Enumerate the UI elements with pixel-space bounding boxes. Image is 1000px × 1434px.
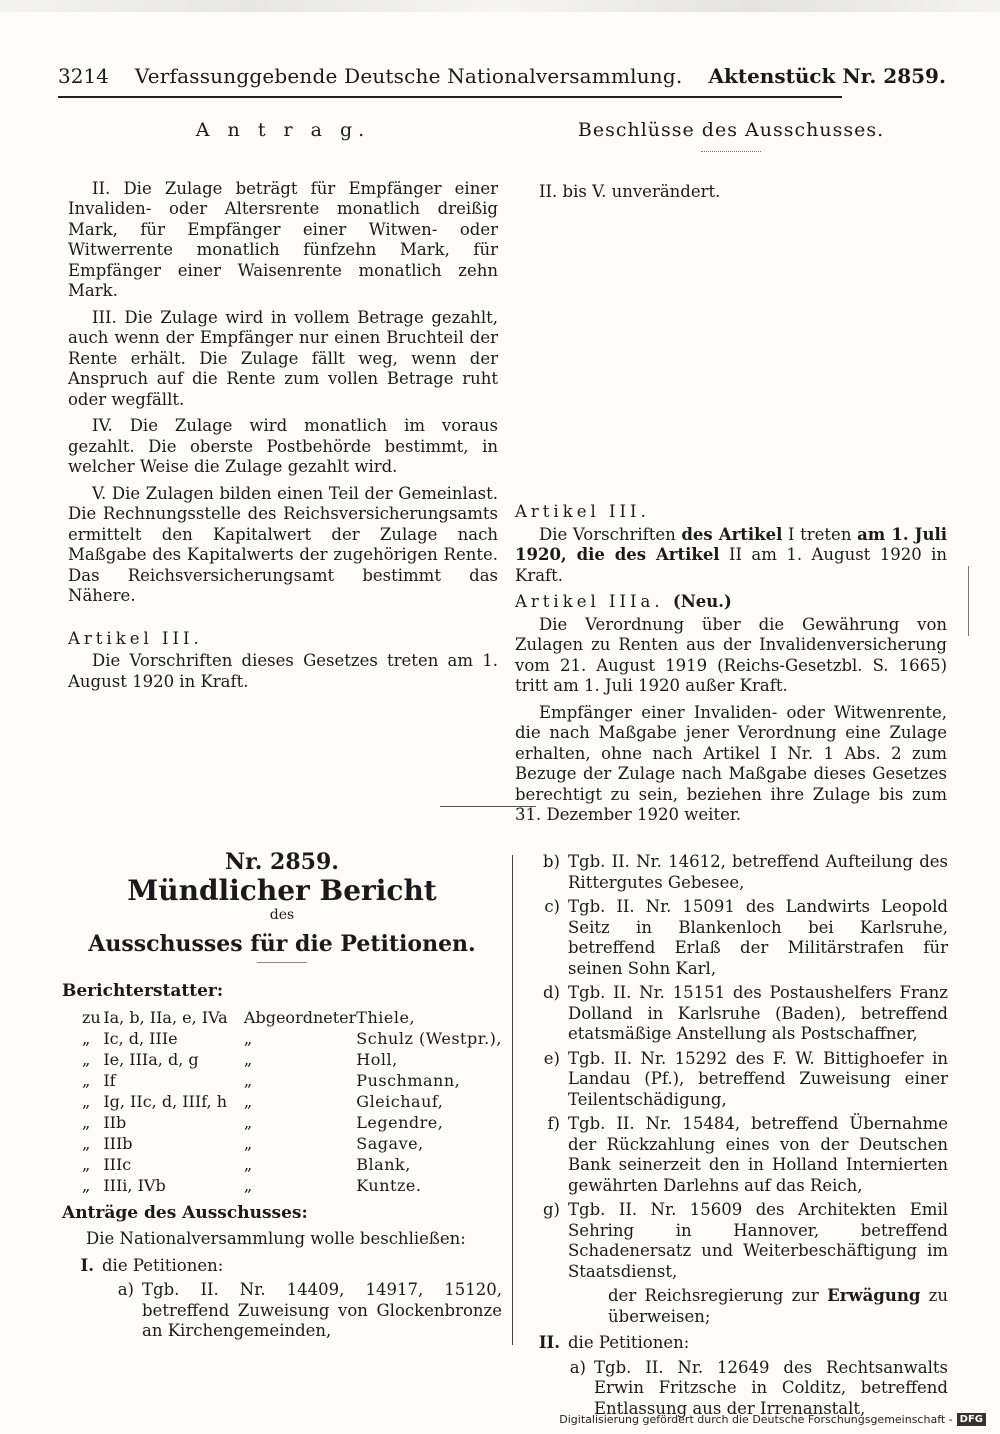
ber-cell-q: zu <box>82 1007 101 1027</box>
petition-item-label: b) <box>543 852 560 871</box>
art3a-label: Artikel IIIa. <box>515 592 664 611</box>
art3a-para-2: Empfänger einer Invaliden- oder Witwenrente, die nach Maßgabe jener Verordnung eine Zulage erhalten, ohne nach Artikel I Nr. 1 Abs. 2 zum Bezuge der Zulage nach Maßgabe dieses Gesetzes berechtigt zu sein, beziehen ihre Zulage bis zum 31. Dezember 1920 weiter. <box>515 702 947 824</box>
ber-cell-ab: „ <box>243 1028 253 1048</box>
ber-cell-name: Sagave, <box>356 1133 424 1153</box>
ber-cell-q: „ <box>82 1049 91 1069</box>
petition-a-label: a) <box>117 1280 134 1299</box>
petition-ii-a-text: Tgb. II. Nr. 12649 des Rechtsanwalts Erwin Fritzsche in Colditz, betreffend Entlassung aus der Irrenanstalt, <box>594 1357 948 1418</box>
ber-cell-key: If <box>103 1070 116 1090</box>
petition-item-label: e) <box>543 1048 560 1068</box>
petition-item <box>528 1114 948 1196</box>
ber-cell-key: Ic, d, IIIe <box>103 1028 178 1048</box>
art3-part-a: Die Vorschriften <box>539 524 676 544</box>
antrag-para-3: III. Die Zulage wird in vollem Betrage gezahlt, auch wenn der Empfänger nur einen Bruchteil der Rente erhält. Die Zulage fällt weg, wenn der Anspruch auf die Rente zum vollen Betrage ruht oder wegfällt. <box>68 307 498 409</box>
berichterstatter-table <box>82 1008 502 1197</box>
petition-item-text: Tgb. II. Nr. 15151 des Postaushelfers Franz Dolland in Karlsruhe (Baden), betreffend etatsmäßige Anstellung als Postschaffner, <box>568 983 948 1043</box>
ber-cell-name: Thiele, <box>356 1007 416 1027</box>
ber-cell-key: Ig, IIc, d, IIIf, h <box>103 1091 228 1111</box>
berichterstatter-row <box>82 1134 502 1155</box>
ber-cell-ab: Abgeordneter <box>243 1007 357 1027</box>
petition-ii-a-label: a) <box>569 1357 586 1377</box>
bericht-des: des <box>269 907 295 923</box>
petition-item <box>528 983 948 1045</box>
petition-item <box>528 897 948 979</box>
group-ii-label: II. <box>538 1333 560 1352</box>
ber-cell-q: „ <box>82 1175 91 1195</box>
group-i-text: die Petitionen: <box>102 1255 224 1275</box>
antrag-para-2: II. Die Zulage beträgt für Empfänger einer Invaliden- oder Altersrente monatlich dreißig Mark, für Empfänger einer Witwen- oder Witwerrente monatlich fünfzehn Mark, für Empfänger einer Waisenrente monatlich zehn Mark. <box>68 178 498 300</box>
art3a-neu: (Neu.) <box>672 592 732 611</box>
footer <box>559 1413 986 1426</box>
subtitle-rule <box>257 962 307 963</box>
ber-cell-key: IIIc <box>103 1154 132 1174</box>
art3a-para-1: Die Verordnung über die Gewährung von Zulagen zu Renten aus der Invalidenversicherung vom 21. August 1919 (Reichs-Gesetzbl. S. 1665) tritt am 1. Juli 1920 außer Kraft. <box>515 614 947 695</box>
petition-item-label: f) <box>547 1114 560 1133</box>
unchanged-note: II. bis V. unverändert. <box>539 181 721 201</box>
bericht-title: Mündlicher Bericht <box>127 873 437 907</box>
ber-cell-key: IIb <box>103 1112 127 1132</box>
art3-part-b: des Artikel <box>681 524 783 544</box>
section-divider <box>440 806 536 807</box>
nv-line: Die Nationalversammlung wolle beschließen: <box>86 1229 466 1248</box>
petition-item-text: Tgb. II. Nr. 15484, betreffend Übernahme der Rückzahlung eines von der Deutschen Bank seinerzeit den in Holland Internierten gewährten Darlehns auf das Reich, <box>568 1114 948 1195</box>
beschluesse-heading: Beschlüsse des Ausschusses. <box>577 119 885 141</box>
ber-cell-q: „ <box>82 1112 91 1132</box>
petition-item-text: Tgb. II. Nr. 15609 des Architekten Emil Sehring in Hannover, betreffend Schadenersatz und Weiterbeschäftigung im Staatsdienst, <box>568 1200 948 1281</box>
petition-item-text: Tgb. II. Nr. 14612, betreffend Aufteilung des Rittergutes Gebesee, <box>568 852 948 892</box>
bericht-subtitle: Ausschusses für die Petitionen. <box>88 930 476 957</box>
petition-a <box>62 1280 502 1342</box>
antraege-label: Anträge des Ausschusses: <box>62 1202 308 1223</box>
antrag-para-5: V. Die Zulagen bilden einen Teil der Gemeinlast. Die Rechnungsstelle des Reichsversicherungsamts ermittelt den Kapitalwert der Zulage nach Maßgabe des Kapitalwerts der zugehörigen Rente. Das Reichsversicherungsamt bestimmt das Nähere. <box>68 483 498 605</box>
column-rule <box>512 855 513 1345</box>
art3-part-d: am 1. Juli 1920, die des Artikel <box>515 524 948 564</box>
ber-cell-q: „ <box>82 1028 91 1048</box>
ber-cell-ab: „ <box>243 1154 253 1174</box>
art3-part-c: I treten <box>788 524 852 544</box>
petition-group-ii <box>528 1333 948 1354</box>
petitions-column <box>528 852 948 1423</box>
petition-item <box>528 852 948 893</box>
ber-cell-name: Gleichauf, <box>356 1091 444 1111</box>
petition-group-i <box>62 1256 502 1277</box>
margin-mark <box>968 566 969 636</box>
scan-edge <box>0 0 1000 12</box>
berichterstatter-row <box>82 1050 502 1071</box>
berichterstatter-label: Berichterstatter: <box>62 981 224 1001</box>
berichterstatter-row <box>82 1113 502 1134</box>
heading-rule <box>701 151 761 152</box>
ber-cell-key: IIIi, IVb <box>103 1175 166 1195</box>
antrag-heading: A n t r a g. <box>195 119 371 141</box>
erw-b: Erwägung <box>827 1286 921 1305</box>
bericht-number: Nr. 2859. <box>225 849 339 875</box>
ber-cell-q: „ <box>82 1070 91 1090</box>
petition-list <box>528 852 948 1282</box>
header-title: Verfassunggebende Deutsche Nationalversammlung. <box>134 64 683 88</box>
berichterstatter-row <box>82 1008 502 1029</box>
ber-cell-ab: „ <box>243 1091 253 1111</box>
ber-cell-ab: „ <box>243 1049 253 1069</box>
group-i-label: I. <box>80 1255 94 1275</box>
group-ii-text: die Petitionen: <box>568 1333 690 1352</box>
petition-item-label: c) <box>544 897 560 916</box>
ber-cell-name: Legendre, <box>356 1112 444 1132</box>
antrag-para-4: IV. Die Zulage wird monatlich im voraus gezahlt. Die oberste Postbehörde bestimmt, in welcher Weise die Zulage gezahlt wird. <box>68 416 498 476</box>
dfg-logo: DFG <box>957 1413 986 1426</box>
petition-ii-a <box>528 1358 948 1420</box>
beschluesse-column <box>515 120 947 832</box>
berichterstatter-row <box>82 1071 502 1092</box>
bericht-column <box>62 849 502 1346</box>
petition-item-text: Tgb. II. Nr. 15091 des Landwirts Leopold Seitz in Blankenloch bei Karlsruhe, betreffend Erlaß der Militärstrafen für seinen Sohn Karl, <box>568 897 948 978</box>
antrag-column <box>68 120 498 698</box>
antrag-art3-heading: Artikel III. <box>68 628 203 648</box>
aktenstueck-label: Aktenstück Nr. 2859. <box>708 64 946 88</box>
ber-cell-key: IIIb <box>103 1133 133 1153</box>
berichterstatter-row <box>82 1176 502 1197</box>
berichterstatter-row <box>82 1092 502 1113</box>
petition-item <box>528 1049 948 1111</box>
ber-cell-ab: „ <box>243 1175 253 1195</box>
ber-cell-q: „ <box>82 1133 91 1153</box>
petition-item-text: Tgb. II. Nr. 15292 des F. W. Bittighoefer in Landau (Pf.), betreffend Zuweisung einer Teilentschädigung, <box>568 1048 948 1109</box>
ber-cell-name: Blank, <box>356 1154 411 1174</box>
ber-cell-key: Ia, b, IIa, e, IVa <box>103 1007 228 1027</box>
ber-cell-name: Puschmann, <box>356 1070 461 1090</box>
berichterstatter-row <box>82 1029 502 1050</box>
footer-text: Digitalisierung gefördert durch die Deutsche Forschungsgemeinschaft - <box>559 1413 953 1426</box>
ber-cell-q: „ <box>82 1091 91 1111</box>
ber-cell-ab: „ <box>243 1133 253 1153</box>
petition-item <box>528 1200 948 1282</box>
petition-item-label: d) <box>543 983 560 1002</box>
ber-cell-key: Ie, IIIa, d, g <box>103 1049 199 1069</box>
beschl-art3a-heading <box>515 592 947 613</box>
ber-cell-name: Kuntze. <box>356 1175 422 1195</box>
ber-cell-q: „ <box>82 1154 91 1174</box>
antrag-art3-text: Die Vorschriften dieses Gesetzes treten am 1. August 1920 in Kraft. <box>68 651 498 691</box>
beschl-art3-heading: Artikel III. <box>515 502 650 521</box>
page-header <box>58 64 946 96</box>
ber-cell-name: Schulz (Westpr.), <box>356 1028 502 1048</box>
page-number: 3214 <box>58 64 109 88</box>
ber-cell-ab: „ <box>243 1070 253 1090</box>
header-rule <box>58 96 842 98</box>
erwaegung-line <box>528 1286 948 1327</box>
ber-cell-name: Holl, <box>356 1049 398 1069</box>
ber-cell-ab: „ <box>243 1112 253 1132</box>
petition-item-label: g) <box>543 1200 560 1219</box>
petition-a-text: Tgb. II. Nr. 14409, 14917, 15120, betreffend Zuweisung von Glockenbronze an Kirchengemeinden, <box>142 1280 502 1340</box>
erw-a: der Reichsregierung zur <box>608 1286 819 1305</box>
berichterstatter-row <box>82 1155 502 1176</box>
erw-c: zu überweisen; <box>608 1286 948 1326</box>
art3-part-e: II am 1. August 1920 in Kraft. <box>515 545 947 585</box>
beschl-art3-text <box>515 525 947 587</box>
